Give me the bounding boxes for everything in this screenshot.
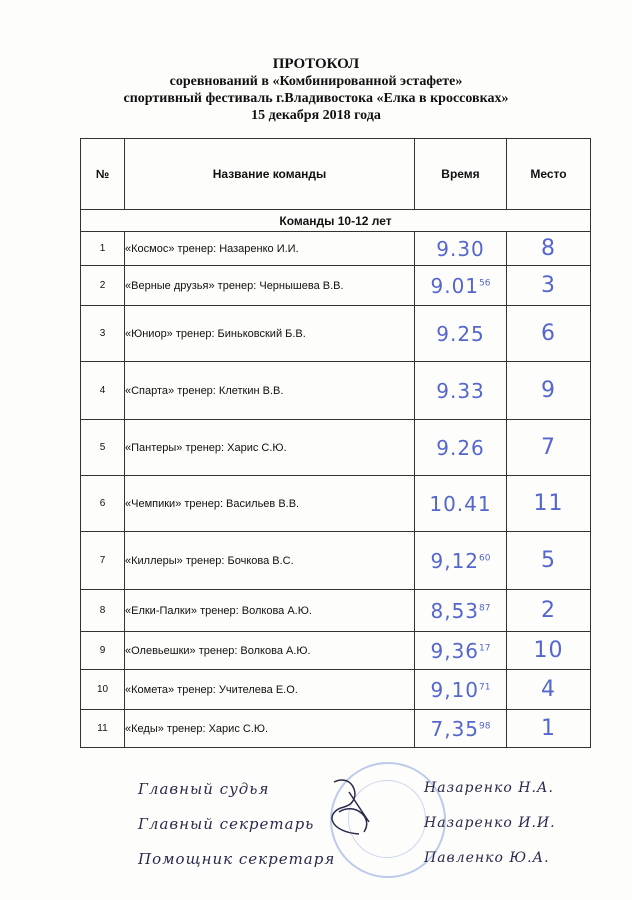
time-fraction: 71 <box>479 681 491 692</box>
team-place: 3 <box>507 266 591 306</box>
signature-scribble <box>324 772 384 842</box>
age-group-row <box>81 210 591 232</box>
team-name: «Юниор» тренер: Биньковский Б.В. <box>125 306 415 362</box>
header-date: 15 декабря 2018 года <box>251 108 381 123</box>
row-number: 7 <box>81 532 125 590</box>
table-row <box>81 632 591 670</box>
time-value: 9,36 <box>430 638 480 663</box>
time-fraction: 17 <box>479 642 491 653</box>
column-header-place: Место <box>507 139 591 210</box>
team-name: «Чемпики» тренер: Васильев В.В. <box>125 476 415 532</box>
team-time <box>415 420 507 476</box>
column-header-time: Время <box>415 139 507 210</box>
time-value: 9,12 <box>430 548 480 573</box>
table-row <box>81 232 591 266</box>
time-value: 9.30 <box>436 236 485 261</box>
team-time <box>415 232 507 266</box>
row-number: 3 <box>81 306 125 362</box>
team-time <box>415 266 507 306</box>
column-header-number: № <box>81 139 125 210</box>
time-fraction: 56 <box>479 277 491 288</box>
team-time <box>415 362 507 420</box>
team-name: «Комета» тренер: Учителева Е.О. <box>125 670 415 710</box>
table-row <box>81 532 591 590</box>
time-fraction: 98 <box>479 720 491 731</box>
signature-role-chief-secretary: Главный секретарь <box>138 815 315 833</box>
row-number: 4 <box>81 362 125 420</box>
column-header-team: Название команды <box>125 139 415 210</box>
row-number: 1 <box>81 232 125 266</box>
team-name: «Олевьешки» тренер: Волкова А.Ю. <box>125 632 415 670</box>
team-time <box>415 590 507 632</box>
team-place: 8 <box>507 232 591 266</box>
team-place: 6 <box>507 306 591 362</box>
table-row <box>81 306 591 362</box>
team-place: 10 <box>507 632 591 670</box>
team-name: «Верные друзья» тренер: Чернышева В.В. <box>125 266 415 306</box>
team-time <box>415 306 507 362</box>
row-number: 5 <box>81 420 125 476</box>
row-number: 11 <box>81 710 125 748</box>
team-time <box>415 632 507 670</box>
table-row <box>81 590 591 632</box>
signature-name-chief-judge: Назаренко Н.А. <box>424 780 554 796</box>
time-value: 8,53 <box>430 598 480 623</box>
signature-role-chief-judge: Главный судья <box>138 780 270 798</box>
header-line-1: соревнований в «Комбинированной эстафете» <box>169 74 463 89</box>
row-number: 9 <box>81 632 125 670</box>
time-value: 9.26 <box>436 435 485 460</box>
team-name: «Киллеры» тренер: Бочкова В.С. <box>125 532 415 590</box>
team-time <box>415 710 507 748</box>
team-name: «Космос» тренер: Назаренко И.И. <box>125 232 415 266</box>
table-row <box>81 362 591 420</box>
team-time <box>415 532 507 590</box>
time-value: 9.25 <box>436 321 485 346</box>
time-fraction: 60 <box>479 552 491 563</box>
team-place: 9 <box>507 362 591 420</box>
signature-name-chief-secretary: Назаренко И.И. <box>424 815 556 831</box>
team-place: 1 <box>507 710 591 748</box>
team-place: 2 <box>507 590 591 632</box>
age-group-label: Команды 10-12 лет <box>81 210 591 232</box>
signature-role-assistant-secretary: Помощник секретаря <box>138 850 336 868</box>
table-row <box>81 710 591 748</box>
team-name: «Пантеры» тренер: Харис С.Ю. <box>125 420 415 476</box>
team-name: «Кеды» тренер: Харис С.Ю. <box>125 710 415 748</box>
time-value: 10.41 <box>429 491 492 516</box>
header-line-2: спортивный фестиваль г.Владивостока «Елка в кроссовках» <box>123 91 509 106</box>
time-value: 9.01 <box>430 273 480 298</box>
document-header <box>0 56 632 124</box>
signature-name-assistant-secretary: Павленко Ю.А. <box>424 850 550 866</box>
team-time <box>415 670 507 710</box>
team-name: «Елки-Палки» тренер: Волкова А.Ю. <box>125 590 415 632</box>
team-place: 5 <box>507 532 591 590</box>
team-place: 7 <box>507 420 591 476</box>
team-place: 4 <box>507 670 591 710</box>
row-number: 10 <box>81 670 125 710</box>
row-number: 8 <box>81 590 125 632</box>
row-number: 6 <box>81 476 125 532</box>
table-row <box>81 266 591 306</box>
table-row <box>81 670 591 710</box>
row-number: 2 <box>81 266 125 306</box>
document-title: ПРОТОКОЛ <box>272 56 360 72</box>
results-table <box>80 138 591 748</box>
table-row <box>81 420 591 476</box>
time-fraction: 87 <box>479 602 491 613</box>
team-time <box>415 476 507 532</box>
team-name: «Спарта» тренер: Клеткин В.В. <box>125 362 415 420</box>
table-header-row <box>81 139 591 210</box>
table-row <box>81 476 591 532</box>
time-value: 9,10 <box>430 677 480 702</box>
time-value: 7,35 <box>430 716 480 741</box>
team-place: 11 <box>507 476 591 532</box>
time-value: 9.33 <box>436 378 485 403</box>
